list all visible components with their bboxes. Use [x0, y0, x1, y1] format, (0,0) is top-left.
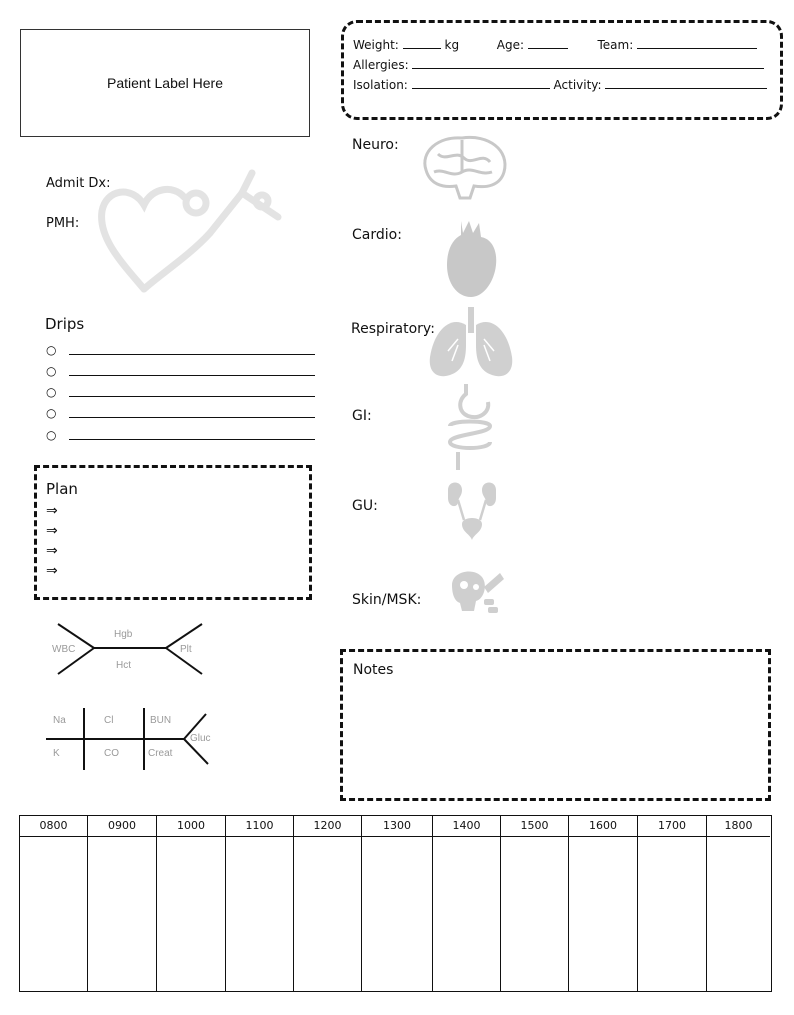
schedule-time-header: 1200	[294, 816, 361, 837]
activity-field[interactable]	[605, 77, 767, 89]
schedule-column[interactable]	[157, 816, 226, 991]
plan-arrow-4: ⇒	[46, 563, 58, 579]
k-label: K	[53, 748, 60, 759]
drip-line-2[interactable]	[46, 364, 316, 380]
info-row-2	[353, 57, 764, 72]
patient-label-box	[20, 29, 310, 137]
schedule-time-header: 1400	[433, 816, 500, 837]
schedule-time-header: 1700	[638, 816, 706, 837]
info-row-3	[353, 77, 767, 92]
bun-label: BUN	[150, 715, 172, 726]
patient-label-text: Patient Label Here	[107, 75, 223, 91]
drip-line-1[interactable]	[46, 343, 316, 359]
plan-arrow-3: ⇒	[46, 543, 58, 559]
age-field[interactable]	[528, 37, 568, 49]
admit-dx-label: Admit Dx:	[46, 176, 111, 191]
schedule-column[interactable]	[88, 816, 157, 991]
kidneys-icon	[444, 478, 500, 544]
schedule-time-header: 1600	[569, 816, 637, 837]
wbc-label: WBC	[52, 644, 76, 655]
gluc-label: Gluc	[190, 733, 211, 744]
schedule-time-header: 1800	[707, 816, 770, 837]
schedule-time-header: 0800	[20, 816, 87, 837]
neuro-label: Neuro:	[352, 137, 399, 153]
lungs-icon	[428, 305, 514, 381]
cbc-fishbone-diagram	[46, 618, 216, 680]
heart-stethoscope-icon	[92, 163, 290, 295]
schedule-time-header: 1000	[157, 816, 225, 837]
drip-line-5[interactable]	[46, 428, 316, 444]
plan-box	[34, 465, 312, 600]
heart-organ-icon	[443, 217, 499, 299]
schedule-column[interactable]	[638, 816, 707, 991]
skin-msk-label: Skin/MSK:	[352, 592, 422, 608]
schedule-column[interactable]	[569, 816, 638, 991]
hgb-label: Hgb	[114, 629, 133, 640]
drips-title: Drips	[45, 315, 85, 333]
skull-spine-icon	[444, 565, 506, 623]
info-row-1	[353, 37, 757, 52]
team-field[interactable]	[637, 37, 757, 49]
schedule-time-header: 1500	[501, 816, 568, 837]
plt-label: Plt	[180, 644, 192, 655]
schedule-column[interactable]	[707, 816, 770, 991]
brain-icon	[416, 132, 512, 202]
plan-arrow-2: ⇒	[46, 523, 58, 539]
isolation-field[interactable]	[412, 77, 550, 89]
patient-info-box	[341, 20, 783, 120]
respiratory-label: Respiratory:	[351, 321, 435, 337]
allergies-label: Allergies:	[353, 58, 409, 72]
na-label: Na	[53, 715, 66, 726]
drip-bullet-2: ○	[46, 364, 57, 378]
team-label: Team:	[597, 38, 634, 52]
schedule-time-header: 1100	[226, 816, 293, 837]
gu-label: GU:	[352, 498, 378, 514]
drip-bullet-5: ○	[46, 428, 57, 442]
schedule-column[interactable]	[362, 816, 433, 991]
schedule-time-header: 0900	[88, 816, 156, 837]
schedule-column[interactable]	[20, 816, 88, 991]
hourly-schedule-table	[19, 815, 772, 992]
drip-bullet-1: ○	[46, 343, 57, 357]
schedule-column[interactable]	[226, 816, 294, 991]
drip-bullet-3: ○	[46, 385, 57, 399]
bmp-fishbone-diagram	[44, 706, 222, 772]
gi-label: GI:	[352, 408, 372, 424]
co-label: CO	[104, 748, 119, 759]
isolation-label: Isolation:	[353, 78, 408, 92]
pmh-label: PMH:	[46, 216, 80, 231]
creat-label: Creat	[148, 748, 173, 759]
allergies-field[interactable]	[412, 57, 764, 69]
weight-unit: kg	[444, 38, 460, 52]
drip-line-4[interactable]	[46, 406, 316, 422]
activity-label: Activity:	[553, 78, 602, 92]
schedule-column[interactable]	[294, 816, 362, 991]
stomach-intestines-icon	[444, 382, 496, 474]
plan-arrow-1: ⇒	[46, 503, 58, 519]
notes-title: Notes	[353, 662, 394, 678]
plan-title: Plan	[46, 480, 78, 498]
schedule-column[interactable]	[433, 816, 501, 991]
weight-label: Weight:	[353, 38, 399, 52]
schedule-time-header: 1300	[362, 816, 432, 837]
schedule-column[interactable]	[501, 816, 569, 991]
age-label: Age:	[496, 38, 525, 52]
weight-field[interactable]	[403, 37, 441, 49]
notes-box[interactable]	[340, 649, 771, 801]
drip-line-3[interactable]	[46, 385, 316, 401]
cardio-label: Cardio:	[352, 227, 402, 243]
drip-bullet-4: ○	[46, 406, 57, 420]
hct-label: Hct	[116, 660, 131, 671]
cl-label: Cl	[104, 715, 114, 726]
